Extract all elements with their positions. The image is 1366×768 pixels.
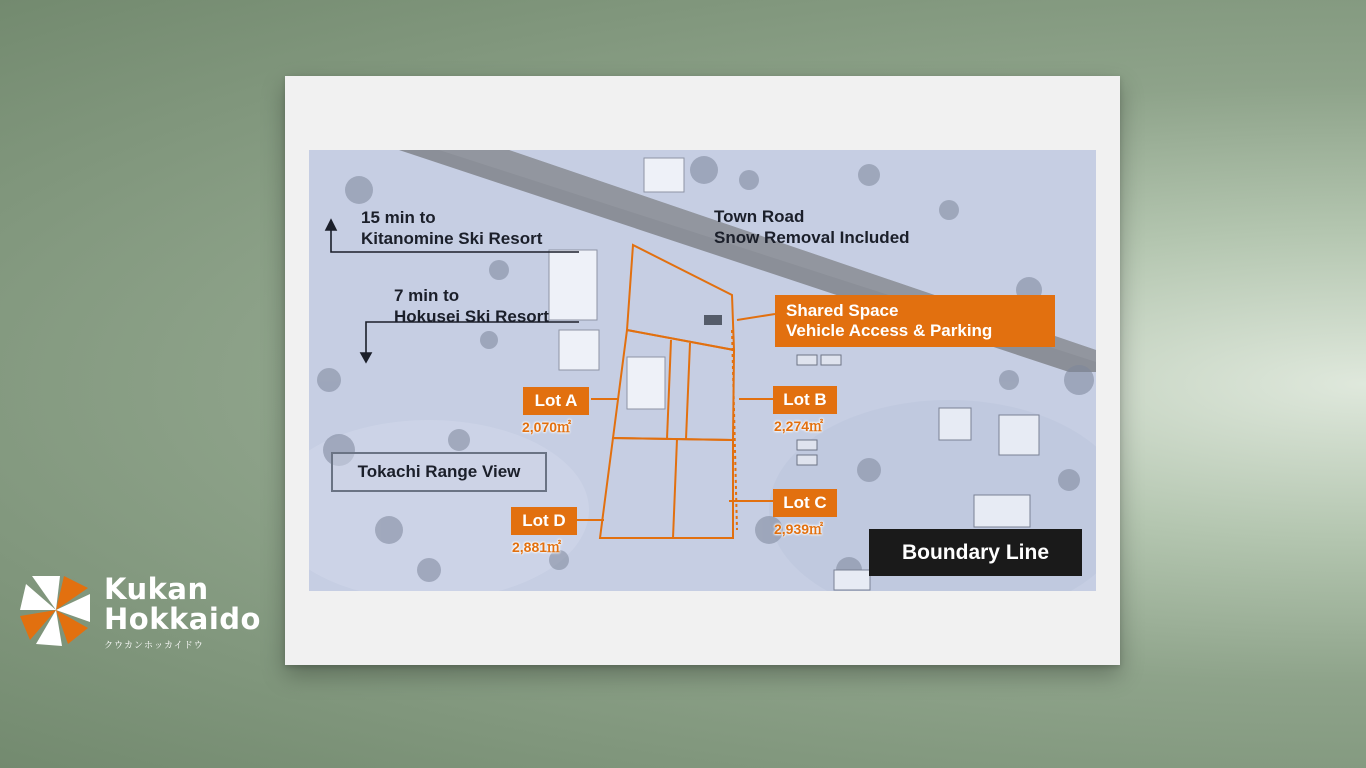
shared-space-label xyxy=(775,295,1055,347)
lot-d-area: 2,881㎡ xyxy=(512,539,562,555)
hokusei-label: Hokusei Ski Resort xyxy=(394,307,549,326)
brand-name xyxy=(104,574,261,634)
lot-c-label: Lot C xyxy=(773,489,837,517)
shared-space-subtitle: Vehicle Access & Parking xyxy=(786,321,993,340)
boundary-legend: Boundary Line xyxy=(869,529,1082,576)
shared-space-title: Shared Space xyxy=(786,301,899,320)
lot-c-area: 2,939㎡ xyxy=(774,521,824,537)
lot-b-area: 2,274㎡ xyxy=(774,418,824,434)
lot-a-area: 2,070㎡ xyxy=(522,419,572,435)
road-label-line1: Town Road xyxy=(714,207,805,226)
kitanomine-label: Kitanomine Ski Resort xyxy=(361,229,543,248)
brand-name-line1: Kukan xyxy=(104,572,209,606)
kitanomine-time: 15 min to xyxy=(361,208,436,227)
road-label-line2: Snow Removal Included xyxy=(714,228,910,247)
tokachi-view-label: Tokachi Range View xyxy=(331,452,547,492)
lot-a-label: Lot A xyxy=(523,387,589,415)
hokusei-time: 7 min to xyxy=(394,286,460,305)
lot-b-label: Lot B xyxy=(773,386,837,414)
brand-name-line2: Hokkaido xyxy=(104,602,261,636)
kukan-logo-icon xyxy=(18,572,94,648)
lot-d-label: Lot D xyxy=(511,507,577,535)
brand-katakana: クウカンホッカイドウ xyxy=(104,641,204,651)
